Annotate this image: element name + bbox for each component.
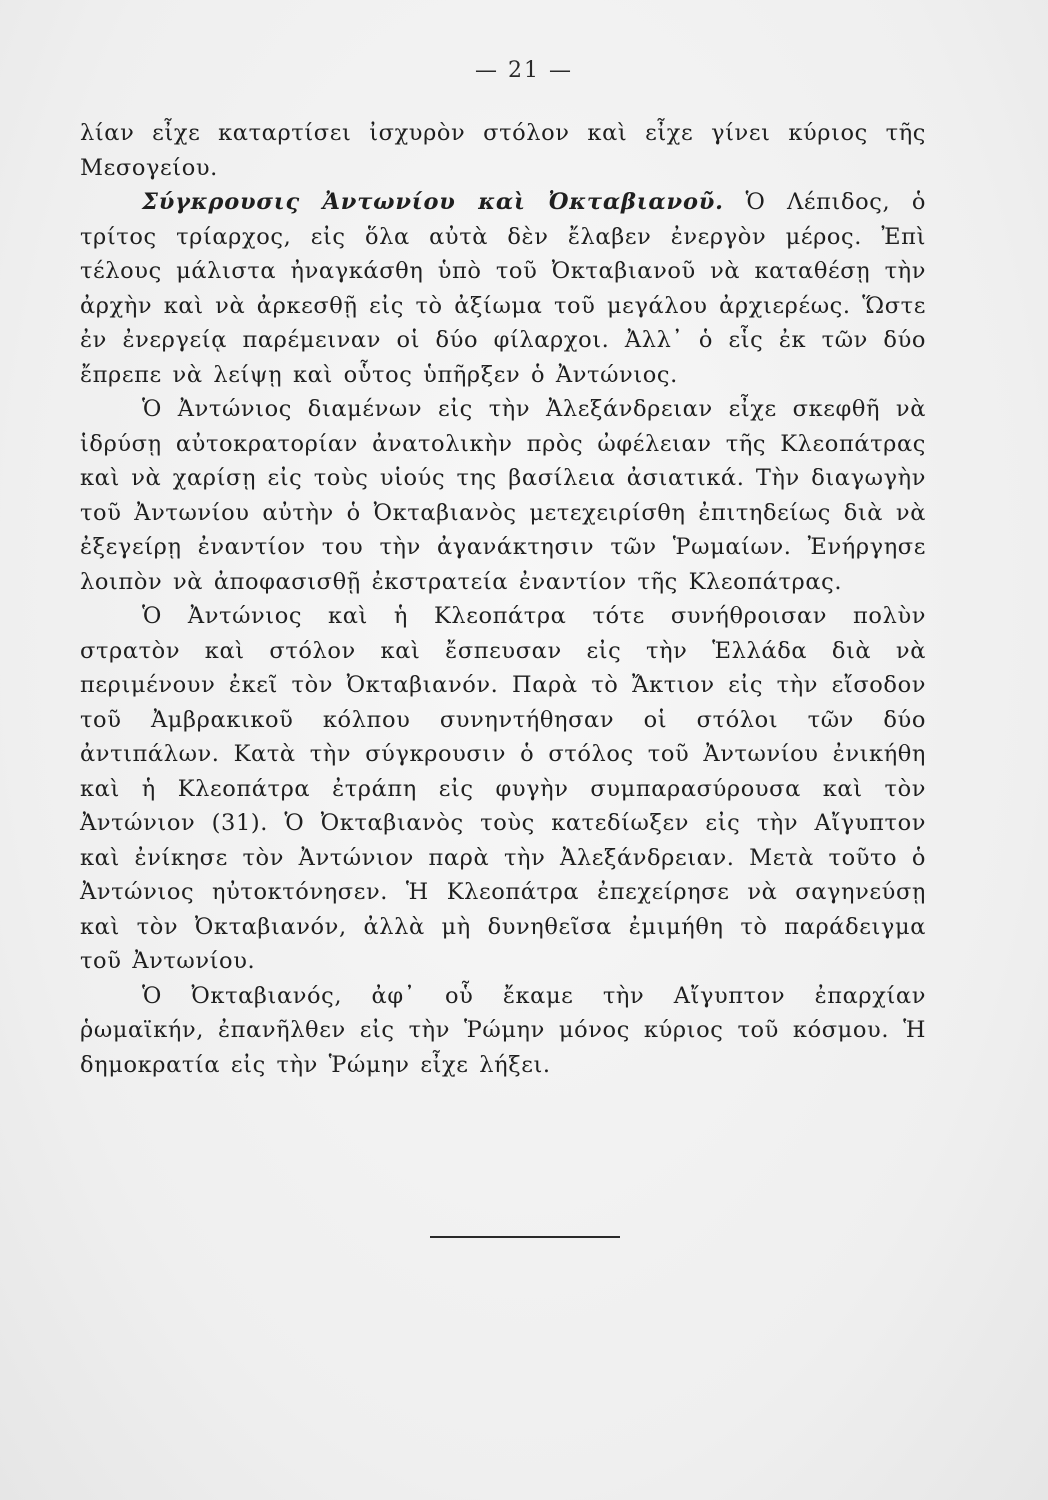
body-text: [80, 116, 926, 1082]
section-heading: Σύγκρουσις Ἀντωνίου καὶ Ὀκταβιανοῦ.: [142, 189, 724, 215]
paragraph: [80, 599, 926, 979]
paragraph-text: λίαν εἶχε καταρτίσει ἰσχυρὸν στόλον καὶ εἶχε γίνει κύριος τῆς Μεσογείου.: [80, 120, 926, 181]
paragraph: [80, 979, 926, 1083]
paragraph: [80, 116, 926, 185]
page-number: — 21 —: [475, 58, 573, 83]
paragraph-text: Ὁ Ὀκταβιανός, ἀφ᾽ οὗ ἔκαμε τὴν Αἴγυπτον ἐπαρχίαν ῥωμαϊκήν, ἐπανῆλθεν εἰς τὴν Ῥώμην μόνος κύριος τοῦ κόσμου. Ἡ δημοκρατία εἰς τὴν Ῥώμην εἶχε λήξει.: [80, 982, 926, 1078]
paragraph: [80, 392, 926, 599]
paragraph-text: Ὁ Λέπιδος, ὁ τρίτος τρίαρχος, εἰς ὅλα αὐτὰ δὲν ἔλαβεν ἐνεργὸν μέρος. Ἐπὶ τέλους μάλιστα ἠναγκάσθη ὑπὸ τοῦ Ὀκταβιανοῦ νὰ καταθέσῃ τὴν ἀρχὴν καὶ νὰ ἀρκεσθῇ εἰς τὸ ἀξίωμα τοῦ μεγάλου ἀρχιερέως. Ὥστε ἐν ἐνεργείᾳ παρέμειναν οἱ δύο φίλαρχοι. Ἀλλ᾽ ὁ εἷς ἐκ τῶν δύο ἔπρεπε νὰ λείψῃ καὶ οὗτος ὑπῆρξεν ὁ Ἀντώνιος.: [80, 189, 926, 388]
footnote-divider: [430, 1236, 620, 1238]
paragraph-text: Ὁ Ἀντώνιος καὶ ἡ Κλεοπάτρα τότε συνήθροισαν πολὺν στρατὸν καὶ στόλον καὶ ἔσπευσαν εἰς τὴν Ἑλλάδα διὰ νὰ περιμένουν ἐκεῖ τὸν Ὀκταβιανόν. Παρὰ τὸ Ἄκτιον εἰς τὴν εἴσοδον τοῦ Ἀμβρακικοῦ κόλπου συνηντήθησαν οἱ στόλοι τῶν δύο ἀντιπάλων. Κατὰ τὴν σύγκρουσιν ὁ στόλος τοῦ Ἀντωνίου ἐνικήθη καὶ ἡ Κλεοπάτρα ἐτράπη εἰς φυγὴν συμπαρασύρουσα καὶ τὸν Ἀντώνιον (31). Ὁ Ὀκταβιανὸς τοὺς κατεδίωξεν εἰς τὴν Αἴγυπτον καὶ ἐνίκησε τὸν Ἀντώνιον παρὰ τὴν Ἀλεξάνδρειαν. Μετὰ τοῦτο ὁ Ἀντώνιος ηὐτοκτόνησεν. Ἡ Κλεοπάτρα ἐπεχείρησε νὰ σαγηνεύσῃ καὶ τὸν Ὀκταβιανόν, ἀλλὰ μὴ δυνηθεῖσα ἐμιμήθη τὸ παράδειγμα τοῦ Ἀντωνίου.: [80, 603, 926, 974]
paragraph: [80, 185, 926, 392]
paragraph-text: Ὁ Ἀντώνιος διαμένων εἰς τὴν Ἀλεξάνδρειαν εἶχε σκεφθῆ νὰ ἱδρύσῃ αὐτοκρατορίαν ἀνατολικὴν πρὸς ὠφέλειαν τῆς Κλεοπάτρας καὶ νὰ χαρίσῃ εἰς τοὺς υἱούς της βασίλεια ἀσιατικά. Τὴν διαγωγὴν τοῦ Ἀντωνίου αὐτὴν ὁ Ὀκταβιανὸς μετεχειρίσθη ἐπιτηδείως διὰ νὰ ἐξεγείρῃ ἐναντίον του τὴν ἀγανάκτησιν τῶν Ῥωμαίων. Ἐνήργησε λοιπὸν νὰ ἀποφασισθῇ ἐκστρατεία ἐναντίον τῆς Κλεοπάτρας.: [80, 396, 926, 595]
